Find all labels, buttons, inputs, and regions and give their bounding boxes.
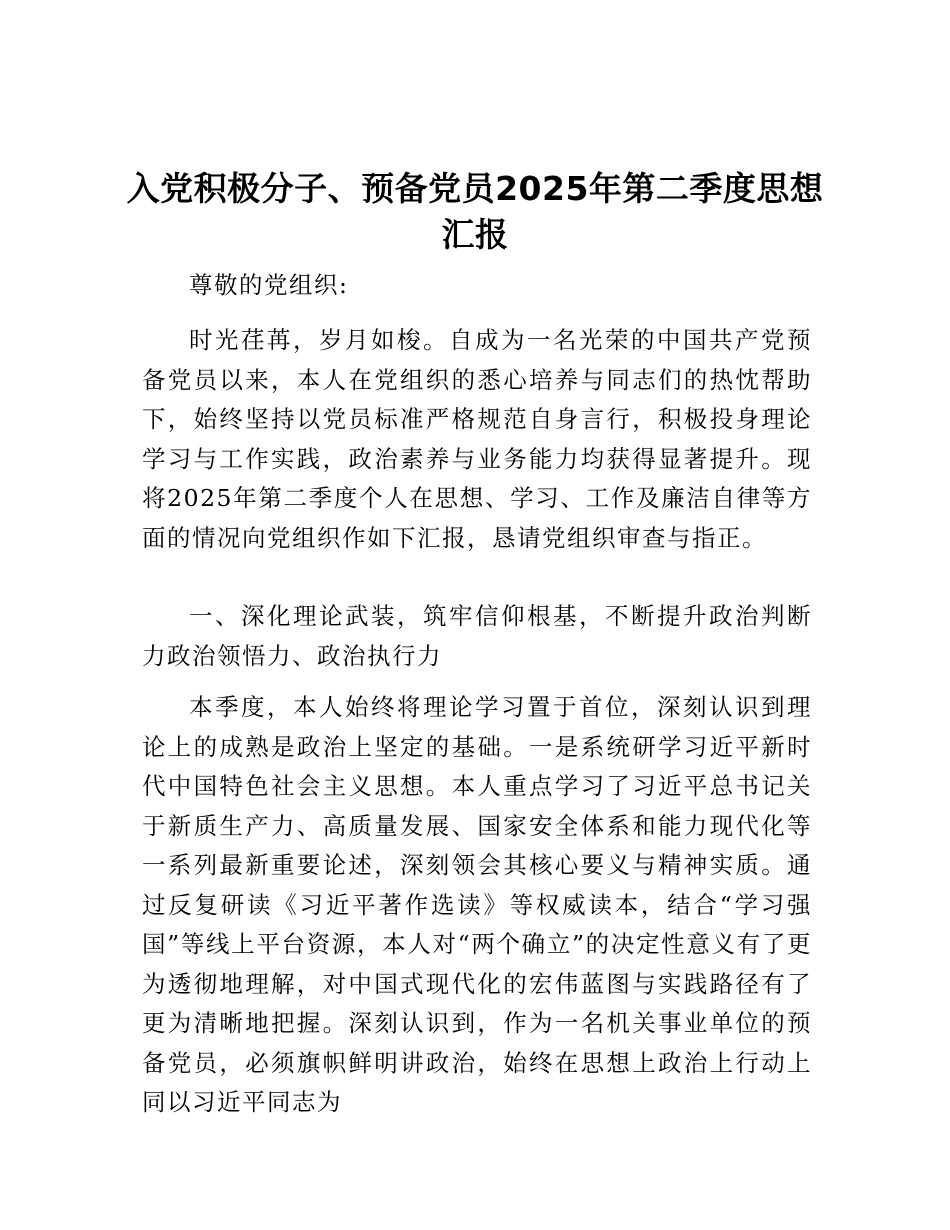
section-heading-1: 一、深化理论武装，筑牢信仰根基，不断提升政治判断力政治领悟力、政治执行力 xyxy=(142,602,812,670)
paragraph-theory-study: 本季度，本人始终将理论学习置于首位，深刻认识到理论上的成熟是政治上坚定的基础。一是系统研学习近平新时代中国特色社会主义思想。本人重点学习了习近平总书记关于新质生产力、高质量发展、国家安全体系和能力现代化等一系列最新重要论述，深刻领会其核心要义与精神实质。通过反复研读《习近平著作选读》等权威读本，结合“学习强国”等线上平台资源，本人对“两个确立”的决定性意义有了更为透彻地理解，对中国式现代化的宏伟蓝图与实践路径有了更为清晰地把握。深刻认识到，作为一名机关事业单位的预备党员，必须旗帜鲜明讲政治，始终在思想上政治上行动上同以习近平同志为 xyxy=(142,693,812,1116)
document-title: 入党积极分子、预备党员2025年第二季度思想汇报 xyxy=(126,169,824,254)
salutation: 尊敬的党组织: xyxy=(189,271,349,299)
paragraph-intro: 时光荏苒，岁月如梭。自成为一名光荣的中国共产党预备党员以来，本人在党组织的悉心培养与同志们的热忱帮助下，始终坚持以党员标准严格规范自身言行，积极投身理论学习与工作实践，政治素养与业务能力均获得显著提升。现将2025年第二季度个人在思想、学习、工作及廉洁自律等方面的情况向党组织作如下汇报，恳请党组织审查与指正。 xyxy=(142,326,812,552)
